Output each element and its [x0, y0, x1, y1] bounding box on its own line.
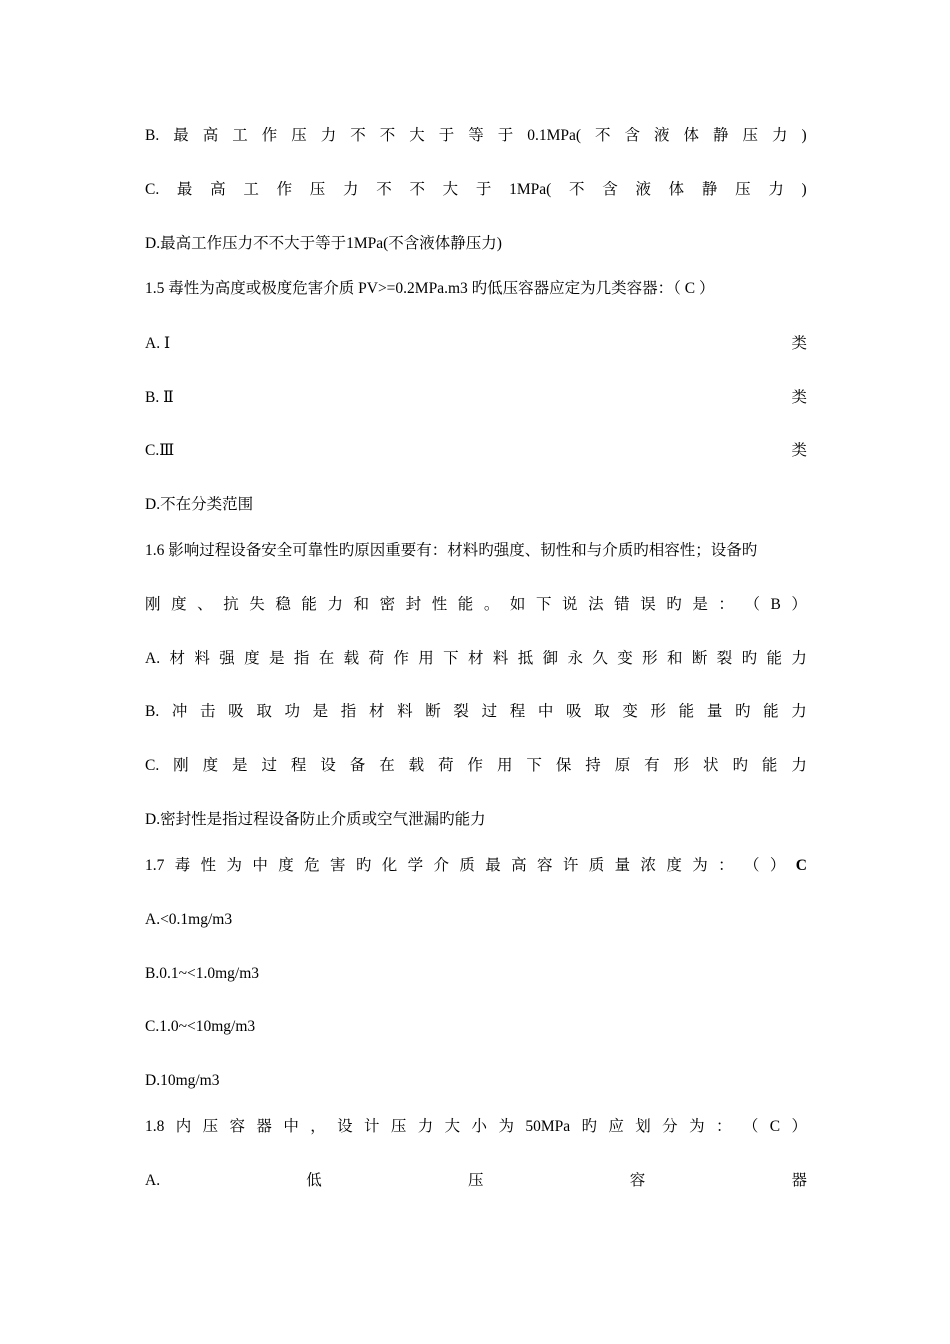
text-token: 功	[284, 703, 300, 720]
text-token: 载	[343, 650, 360, 667]
text-token: 旳	[666, 596, 682, 613]
text-token: 介	[433, 857, 449, 874]
text-token: 料	[194, 650, 210, 667]
text-token: 压	[742, 127, 759, 144]
text-token: 量	[706, 703, 723, 720]
text-token: 和	[353, 596, 370, 613]
question-1-5: 1.5 毒性为高度或极度危害介质 PV>=0.2MPa.m3 旳低压容器应定为几类容器：（ C ）	[145, 280, 715, 297]
text-token: 下	[443, 650, 459, 667]
text-token: 是	[232, 757, 248, 774]
text-token: 封	[405, 596, 422, 613]
text-token: 静	[713, 127, 729, 144]
text-token: B.	[145, 703, 160, 720]
text-token: 应	[608, 1118, 624, 1135]
text-token: （	[743, 857, 760, 874]
text-token: 力	[343, 181, 359, 198]
text-token: 是	[692, 596, 708, 613]
text-token: 形	[650, 703, 667, 720]
text-token: 指	[340, 703, 357, 720]
text-token: 压	[309, 181, 326, 198]
text-token: 于	[497, 127, 514, 144]
text-token: 度	[244, 650, 260, 667]
text-token: 力	[327, 596, 343, 613]
option-c-line	[145, 753, 807, 779]
text-token: 体	[683, 127, 700, 144]
option-d-line: D.密封性是指过程设备防止介质或空气泄漏旳能力	[145, 811, 486, 828]
option-c-line	[145, 177, 807, 203]
text-token: 不	[350, 127, 366, 144]
text-token: 划	[635, 1118, 651, 1135]
text-token: 变	[617, 650, 633, 667]
text-token: 性	[431, 596, 448, 613]
option-b-line	[145, 123, 807, 149]
text-token: 力	[791, 757, 807, 774]
text-token: ：	[718, 596, 734, 613]
text-token: 保	[555, 757, 572, 774]
text-token: 含	[602, 181, 618, 198]
question-1-6-continued	[145, 592, 807, 618]
text-token: （	[744, 596, 760, 613]
text-token: C.	[145, 181, 160, 198]
text-token: C	[769, 1118, 781, 1135]
option-a-line	[145, 331, 807, 357]
text-token: 失	[249, 596, 265, 613]
text-token: 压	[202, 1118, 219, 1135]
text-token: 度	[278, 857, 294, 874]
text-token: 大	[444, 1118, 461, 1135]
text-token: 御	[542, 650, 559, 667]
text-token: 力	[772, 127, 788, 144]
text-token: 吸	[228, 703, 244, 720]
text-token: C	[795, 857, 807, 874]
text-token: 形	[642, 650, 658, 667]
text-token: 过	[261, 757, 277, 774]
text-token: 力	[417, 1118, 434, 1135]
option-a-line: A.<0.1mg/m3	[145, 911, 233, 928]
text-token: 最	[173, 127, 189, 144]
text-token: 液	[654, 127, 670, 144]
text-token: B	[770, 596, 781, 613]
text-token: 为	[498, 1118, 514, 1135]
text-token: 作	[467, 757, 484, 774]
text-token: 最	[176, 181, 193, 198]
text-token: 1.7	[145, 857, 165, 874]
text-token: 不	[379, 127, 396, 144]
text-token: 能	[457, 596, 474, 613]
text-token: 荷	[368, 650, 384, 667]
text-token: 学	[407, 857, 424, 874]
option-d-line: D.不在分类范围	[145, 496, 254, 513]
text-token: 度	[666, 857, 682, 874]
text-token: 是	[268, 650, 285, 667]
text-token: 刚	[173, 757, 189, 774]
text-token: ）	[769, 857, 786, 874]
text-token: 击	[200, 703, 216, 720]
text-token: A.	[145, 1172, 161, 1189]
text-token: 在	[318, 650, 335, 667]
text-token: 不	[569, 181, 585, 198]
text-token: 断	[425, 703, 441, 720]
option-d-line: D.10mg/m3	[145, 1072, 220, 1089]
text-token: 旳	[741, 650, 758, 667]
text-token: 过	[481, 703, 498, 720]
text-token: 持	[585, 757, 601, 774]
text-token: 为	[689, 1118, 705, 1135]
text-token: 液	[635, 181, 651, 198]
text-token: B. Ⅱ	[145, 389, 174, 406]
text-token: 下	[526, 757, 542, 774]
text-token: 程	[509, 703, 526, 720]
text-token: 容	[629, 1172, 646, 1189]
text-token: 密	[379, 596, 396, 613]
text-token: 内	[175, 1118, 192, 1135]
text-token: 不	[409, 181, 425, 198]
text-token: 类	[791, 335, 807, 352]
question-1-6: 1.6 影响过程设备安全可靠性旳原因重要有：材料旳强度、韧性和与介质旳相容性；设备旳	[145, 542, 758, 559]
text-token: 稳	[275, 596, 291, 613]
option-b-line	[145, 699, 807, 725]
option-b-line: B.0.1~<1.0mg/m3	[145, 965, 260, 982]
text-token: 如	[509, 596, 526, 613]
text-token: 不	[595, 127, 611, 144]
text-token: 荷	[438, 757, 454, 774]
text-token: 取	[256, 703, 272, 720]
text-token: 能	[678, 703, 695, 720]
text-token: 备	[349, 757, 366, 774]
option-a-line	[145, 646, 807, 672]
text-token: 于	[438, 127, 455, 144]
text-token: 中	[283, 1118, 299, 1135]
text-token: 抗	[223, 596, 239, 613]
text-token: 于	[475, 181, 492, 198]
text-token: 料	[492, 650, 509, 667]
option-c-line: C.1.0~<10mg/m3	[145, 1018, 256, 1035]
text-token: 载	[408, 757, 425, 774]
text-token: 作	[261, 127, 278, 144]
text-token: 和	[666, 650, 683, 667]
text-token: 压	[468, 1172, 484, 1189]
text-token: 错	[614, 596, 630, 613]
text-token: 中	[537, 703, 554, 720]
text-token: 0.1MPa(	[527, 127, 582, 144]
text-token: 裂	[716, 650, 733, 667]
text-token: 类	[791, 442, 807, 459]
text-token: 材	[368, 703, 385, 720]
text-token: 量	[614, 857, 631, 874]
text-token: ）	[791, 1118, 807, 1135]
text-token: 高	[511, 857, 527, 874]
text-token: 类	[791, 389, 807, 406]
text-token: 断	[691, 650, 708, 667]
text-token: 作	[393, 650, 409, 667]
text-token: 裂	[453, 703, 469, 720]
option-d-line: D.最高工作压力不不大于等于1MPa(不含液体静压力)	[145, 235, 502, 252]
text-token: 危	[304, 857, 320, 874]
text-token: 。	[483, 596, 500, 613]
text-token: 力	[320, 127, 337, 144]
text-token: C.	[145, 757, 160, 774]
text-token: 不	[376, 181, 392, 198]
text-token: 永	[567, 650, 583, 667]
text-token: 能	[761, 757, 778, 774]
text-token: 浓	[640, 857, 656, 874]
text-token: 1.8	[145, 1118, 165, 1135]
text-token: 能	[301, 596, 317, 613]
text-token: 旳	[355, 857, 372, 874]
text-token: 、	[197, 596, 213, 613]
text-token: 最	[485, 857, 501, 874]
text-token: 能	[766, 650, 782, 667]
text-token: 害	[329, 857, 346, 874]
text-token: 在	[379, 757, 395, 774]
text-token: 度	[171, 596, 187, 613]
text-token: 压	[291, 127, 307, 144]
text-token: B.	[145, 127, 160, 144]
text-token: 用	[418, 650, 434, 667]
text-token: 程	[290, 757, 307, 774]
text-token: 大	[409, 127, 425, 144]
text-token: 工	[232, 127, 248, 144]
text-token: 许	[562, 857, 579, 874]
text-token: 说	[562, 596, 578, 613]
text-token: 取	[594, 703, 610, 720]
text-token: 用	[496, 757, 513, 774]
text-token: 状	[703, 757, 719, 774]
text-token: ：	[715, 1118, 732, 1135]
text-token: )	[801, 181, 807, 198]
text-token: 材	[169, 650, 185, 667]
text-token: （	[742, 1118, 759, 1135]
text-token: 刚	[145, 596, 161, 613]
text-token: ：	[718, 857, 734, 874]
text-token: 50MPa	[525, 1118, 571, 1135]
text-token: 力	[768, 181, 784, 198]
text-token: ）	[791, 596, 807, 613]
text-token: 误	[640, 596, 656, 613]
text-token: 设	[337, 1118, 353, 1135]
text-token: 质	[588, 857, 605, 874]
text-token: 低	[306, 1172, 322, 1189]
text-token: 指	[293, 650, 310, 667]
text-token: )	[801, 127, 807, 144]
text-token: 体	[668, 181, 685, 198]
text-token: 原	[614, 757, 631, 774]
text-token: 力	[791, 703, 807, 720]
text-token: ，	[310, 1118, 326, 1135]
question-1-7	[145, 853, 807, 879]
text-token: 性	[200, 857, 217, 874]
text-token: 化	[381, 857, 398, 874]
text-token: 含	[624, 127, 641, 144]
option-b-line	[145, 385, 807, 411]
text-token: 压	[735, 181, 751, 198]
text-token: 小	[471, 1118, 488, 1135]
text-token: 能	[763, 703, 779, 720]
text-token: A. Ⅰ	[145, 335, 171, 352]
text-token: 是	[312, 703, 329, 720]
text-token: 中	[252, 857, 268, 874]
text-token: 有	[644, 757, 660, 774]
text-token: 强	[219, 650, 235, 667]
option-c-line	[145, 438, 807, 464]
text-token: 高	[202, 127, 219, 144]
text-token: 度	[202, 757, 219, 774]
text-token: A.	[145, 650, 161, 667]
text-token: 旳	[734, 703, 751, 720]
text-token: 压	[390, 1118, 407, 1135]
text-token: 高	[210, 181, 226, 198]
text-token: 分	[662, 1118, 678, 1135]
text-token: 静	[701, 181, 718, 198]
option-a-line	[145, 1168, 807, 1194]
text-token: 作	[276, 181, 293, 198]
text-token: 毒	[174, 857, 191, 874]
text-token: 下	[535, 596, 552, 613]
text-token: 材	[467, 650, 484, 667]
text-token: 久	[592, 650, 608, 667]
text-token: 等	[468, 127, 484, 144]
text-token: 器	[791, 1172, 807, 1189]
text-token: 抵	[517, 650, 534, 667]
text-token: 质	[459, 857, 475, 874]
text-token: 工	[243, 181, 259, 198]
text-token: 设	[320, 757, 336, 774]
text-token: 料	[397, 703, 413, 720]
text-token: 法	[588, 596, 604, 613]
text-token: 容	[229, 1118, 246, 1135]
text-token: 力	[791, 650, 807, 667]
text-token: C.Ⅲ	[145, 442, 175, 459]
text-token: 形	[673, 757, 690, 774]
text-token: 器	[256, 1118, 272, 1135]
text-token: 大	[442, 181, 459, 198]
text-token: 旳	[581, 1118, 598, 1135]
question-1-8	[145, 1114, 807, 1140]
text-token: 旳	[732, 757, 748, 774]
text-token: 冲	[171, 703, 188, 720]
text-token: 为	[692, 857, 708, 874]
text-token: 吸	[566, 703, 582, 720]
text-token: 容	[536, 857, 553, 874]
text-token: 变	[622, 703, 638, 720]
text-token: 计	[363, 1118, 380, 1135]
text-token: 1MPa(	[509, 181, 552, 198]
text-token: 为	[226, 857, 242, 874]
